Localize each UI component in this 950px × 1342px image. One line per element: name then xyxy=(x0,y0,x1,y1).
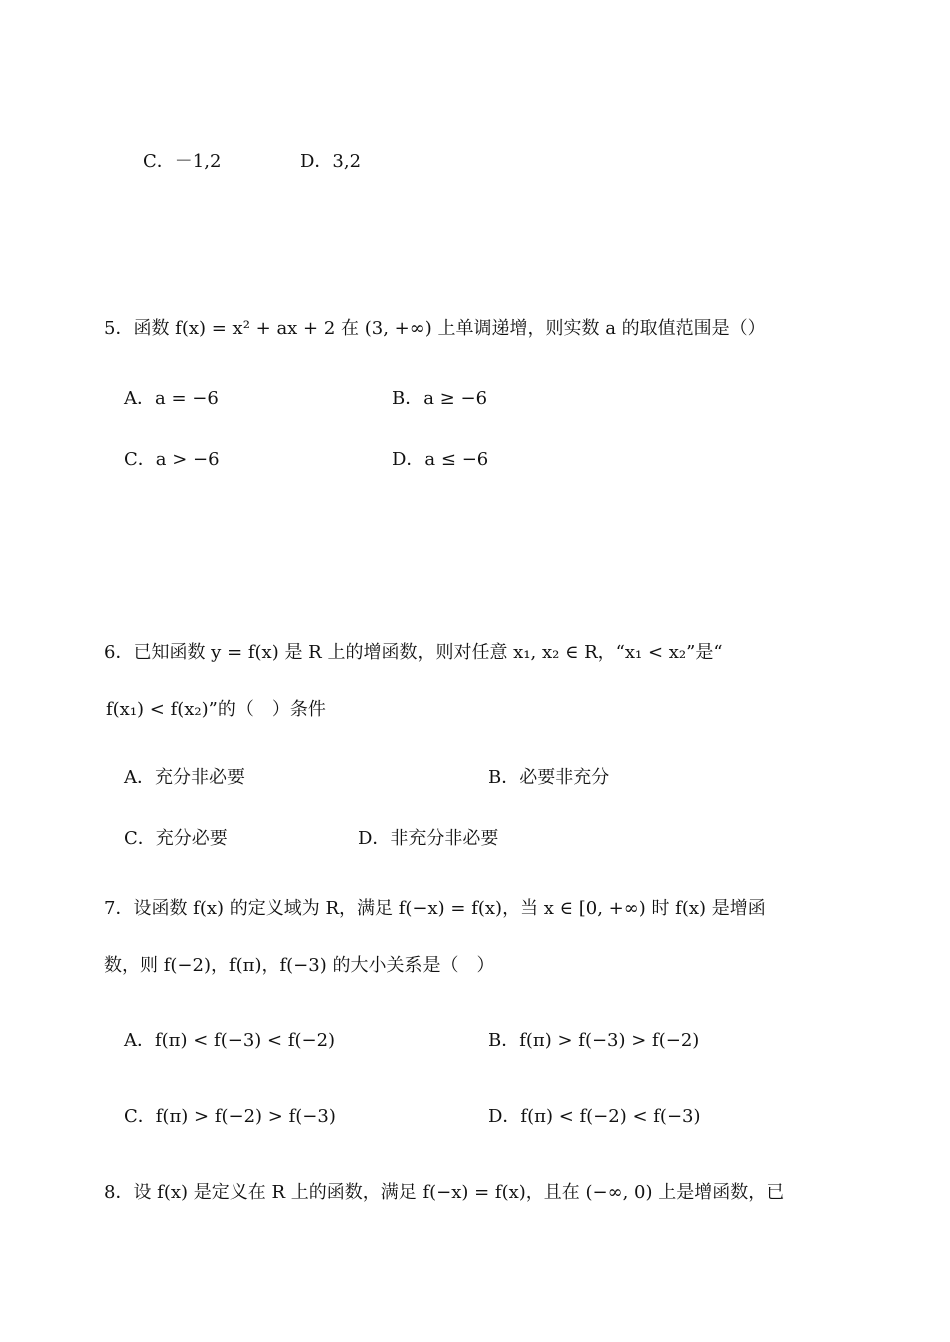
q7-stem-line1: 7．设函数 f(x) 的定义域为 R，满足 f(−x) = f(x)，当 x ∈ [0, +∞) 时 f(x) 是增函 xyxy=(104,898,766,919)
q4-option-d: D．3,2 xyxy=(300,151,362,172)
q5-option-b: B．a ≥ −6 xyxy=(392,388,488,409)
q6-stem-line1: 6．已知函数 y = f(x) 是 R 上的增函数，则对任意 x₁, x₂ ∈ R，“x₁ < x₂”是“ xyxy=(104,642,723,663)
q6-option-d: D．非充分非必要 xyxy=(358,828,499,849)
q6-option-c: C．充分必要 xyxy=(124,828,228,849)
q7-option-b: B．f(π) > f(−3) > f(−2) xyxy=(488,1030,700,1051)
q7-option-c: C．f(π) > f(−2) > f(−3) xyxy=(124,1106,336,1127)
q6-option-b: B．必要非充分 xyxy=(488,767,610,788)
q5-stem: 5．函数 f(x) = x² + ax + 2 在 (3, +∞) 上单调递增，则实数 a 的取值范围是（） xyxy=(104,318,766,339)
q5-option-a: A．a = −6 xyxy=(124,388,219,409)
q8-stem-line1: 8．设 f(x) 是定义在 R 上的函数，满足 f(−x) = f(x)，且在 (−∞, 0) 上是增函数，已 xyxy=(104,1182,785,1203)
q6-option-a: A．充分非必要 xyxy=(124,767,245,788)
q4-option-c: C．－1,2 xyxy=(143,151,222,172)
q7-option-d: D．f(π) < f(−2) < f(−3) xyxy=(488,1106,701,1127)
q7-stem-line2: 数，则 f(−2)，f(π)，f(−3) 的大小关系是（ ） xyxy=(104,955,495,976)
q5-option-c: C．a > −6 xyxy=(124,449,220,470)
q5-option-d: D．a ≤ −6 xyxy=(392,449,489,470)
q6-stem-line2: f(x₁) < f(x₂)”的（ ）条件 xyxy=(106,699,326,720)
q7-option-a: A．f(π) < f(−3) < f(−2) xyxy=(124,1030,336,1051)
